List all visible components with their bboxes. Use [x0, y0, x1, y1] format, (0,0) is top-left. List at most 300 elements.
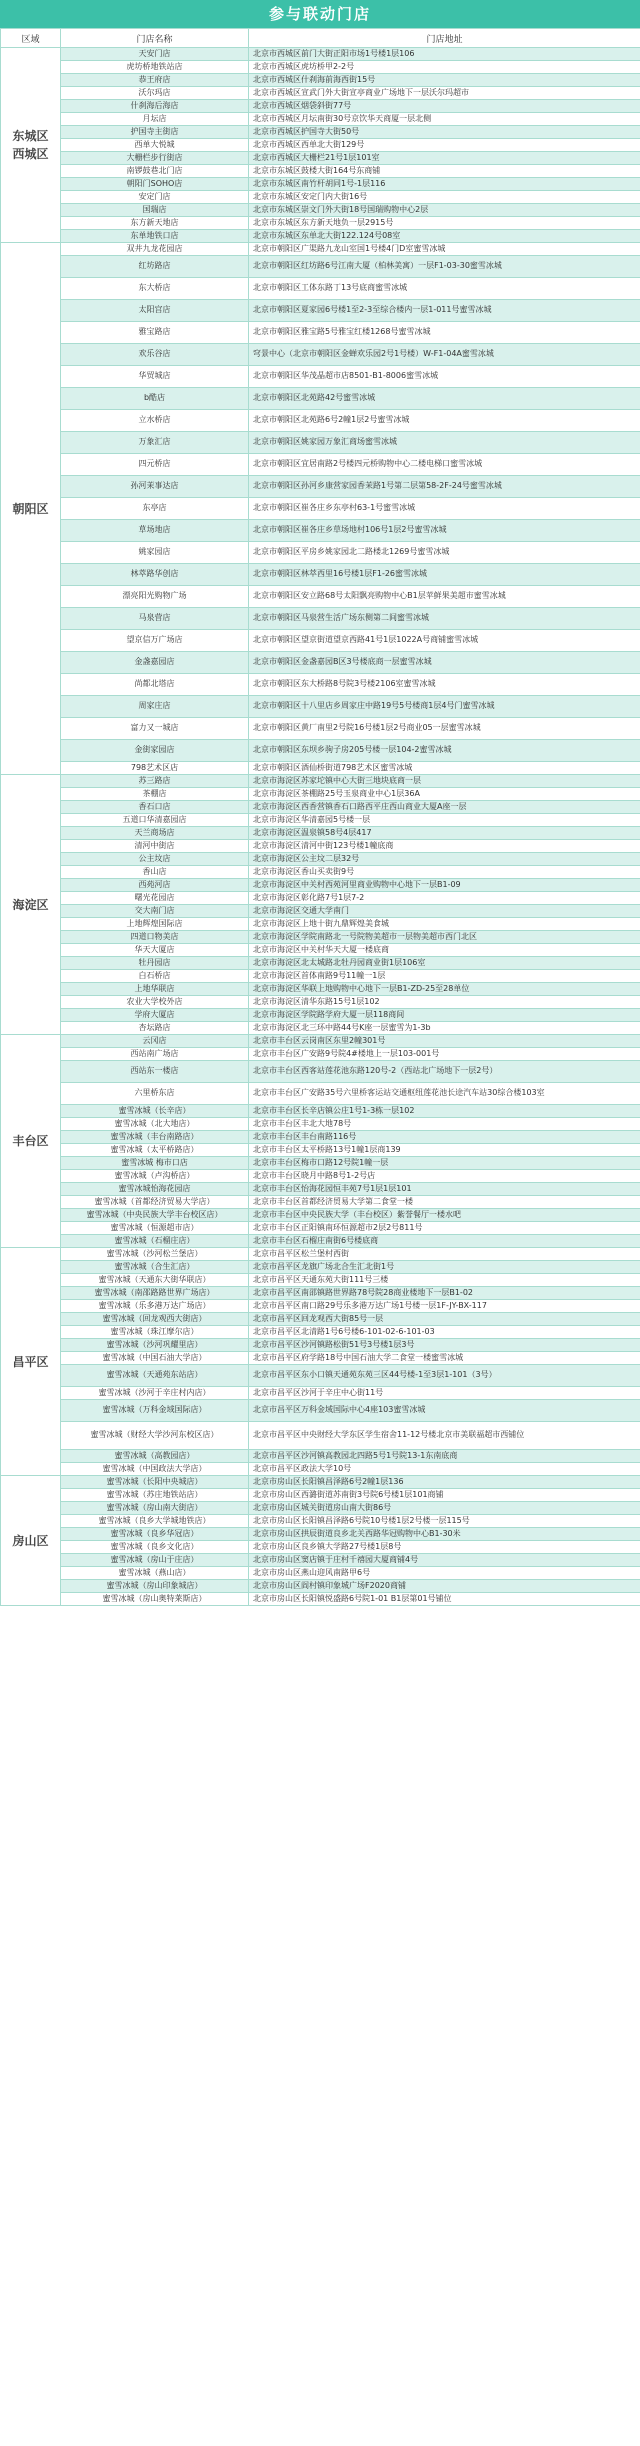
store-address: 北京市朝阳区孙河乡康营家园香茉路1号第二层第58-2F-24号蜜雪冰城	[249, 476, 640, 498]
table-row	[1, 814, 640, 827]
store-address: 北京市西城区烟袋斜街77号	[249, 100, 640, 113]
store-name: 蜜雪冰城（良乡大学城地铁店）	[61, 1515, 249, 1528]
store-address: 北京市朝阳区金盏嘉园B区3号楼底商一层蜜雪冰城	[249, 652, 640, 674]
store-address: 北京市西城区西单北大街129号	[249, 139, 640, 152]
table-row	[1, 388, 640, 410]
store-name: 苏三路店	[61, 775, 249, 788]
table-row	[1, 1365, 640, 1387]
store-name: 太阳宫店	[61, 300, 249, 322]
store-name: 西站南广场店	[61, 1048, 249, 1061]
store-name: 清河中街店	[61, 840, 249, 853]
store-address: 北京市西城区什刹海前海西街15号	[249, 74, 640, 87]
store-address: 北京市昌平区东小口镇天通苑东苑三区44号楼-1至3层1-101（3号）	[249, 1365, 640, 1387]
table-row	[1, 126, 640, 139]
table-row	[1, 775, 640, 788]
store-address: 北京市海淀区华清嘉园5号楼一层	[249, 814, 640, 827]
store-name: 五道口华清嘉园店	[61, 814, 249, 827]
store-name: 安定门店	[61, 191, 249, 204]
store-address: 北京市海淀区公主坟二层32号	[249, 853, 640, 866]
district-cell: 朝阳区	[1, 243, 61, 775]
store-address: 北京市海淀区茶棚路25号玉泉商业中心1层36A	[249, 788, 640, 801]
table-row	[1, 1274, 640, 1287]
table-row	[1, 1144, 640, 1157]
store-address: 北京市朝阳区华茂晶超市店8501-B1-8006蜜雪冰城	[249, 366, 640, 388]
table-row	[1, 931, 640, 944]
table-row	[1, 1009, 640, 1022]
table-row	[1, 74, 640, 87]
store-name: 华贸城店	[61, 366, 249, 388]
store-address: 北京市西城区前门大街正阳市场1号楼1层106	[249, 48, 640, 61]
store-name: 农业大学校外店	[61, 996, 249, 1009]
table-row	[1, 1580, 640, 1593]
table-row	[1, 1476, 640, 1489]
table-row	[1, 410, 640, 432]
store-address: 北京市房山区阎村镇印象城广场F2020商铺	[249, 1580, 640, 1593]
store-name: 蜜雪冰城（房山印象城店）	[61, 1580, 249, 1593]
store-address: 北京市昌平区龙旗广场北合生汇北街1号	[249, 1261, 640, 1274]
store-name: 上地辉煌国际店	[61, 918, 249, 931]
store-name: 月坛店	[61, 113, 249, 126]
store-address: 北京市朝阳区林萃西里16号楼1层F1-26蜜雪冰城	[249, 564, 640, 586]
store-name: 天安门店	[61, 48, 249, 61]
table-row	[1, 1035, 640, 1048]
store-address: 北京市昌平区中央财经大学东区学生宿舍11-12号楼北京市美联福超市西铺位	[249, 1422, 640, 1450]
store-name: 蜜雪冰城（良乡文化店）	[61, 1541, 249, 1554]
store-table	[0, 28, 640, 1606]
table-row	[1, 1554, 640, 1567]
table-row	[1, 1061, 640, 1083]
table-row	[1, 217, 640, 230]
store-name: 茶棚店	[61, 788, 249, 801]
table-row	[1, 788, 640, 801]
table-row	[1, 1248, 640, 1261]
store-name: 杏坛路店	[61, 1022, 249, 1035]
table-row	[1, 957, 640, 970]
table-row	[1, 718, 640, 740]
table-row	[1, 113, 640, 126]
store-name: 牡丹园店	[61, 957, 249, 970]
store-address: 北京市丰台区丰北大地78号	[249, 1118, 640, 1131]
store-name: 金街家园店	[61, 740, 249, 762]
store-name: 蜜雪冰城（房山于庄店）	[61, 1554, 249, 1567]
table-row	[1, 1326, 640, 1339]
store-name: 雅宝路店	[61, 322, 249, 344]
store-name: 蜜雪冰城（中国石油大学店）	[61, 1352, 249, 1365]
store-address: 北京市海淀区学院南路北一号院物美超市一层物美超市西门北区	[249, 931, 640, 944]
store-address: 北京市海淀区首体南路9号11幢一1层	[249, 970, 640, 983]
table-row	[1, 564, 640, 586]
table-row	[1, 1048, 640, 1061]
store-name: 立水桥店	[61, 410, 249, 432]
table-row	[1, 520, 640, 542]
store-address: 北京市房山区西潞街道苏南街3号院6号楼1层101商铺	[249, 1489, 640, 1502]
store-address: 北京市昌平区南邵镇路世界路78号院28商业楼地下一层B1-02	[249, 1287, 640, 1300]
store-name: 望京信万广场店	[61, 630, 249, 652]
store-address: 北京市丰台区梅市口路12号院1幢一层	[249, 1157, 640, 1170]
table-row	[1, 61, 640, 74]
table-row	[1, 1105, 640, 1118]
store-name: 尚都北塔店	[61, 674, 249, 696]
table-row	[1, 191, 640, 204]
table-row	[1, 1313, 640, 1326]
table-row	[1, 1261, 640, 1274]
store-name: 东大桥店	[61, 278, 249, 300]
table-row	[1, 542, 640, 564]
store-address: 北京市丰台区广安路35号六里桥客运站交通枢纽莲花池长途汽车站30综合楼103室	[249, 1083, 640, 1105]
table-row	[1, 1083, 640, 1105]
store-address: 北京市东城区南竹杆胡同1号-1层116	[249, 178, 640, 191]
store-address: 北京市海淀区中关村华天大厦一楼底商	[249, 944, 640, 957]
store-name: 蜜雪冰城（南邵路路世界广场店）	[61, 1287, 249, 1300]
store-address: 北京市海淀区交通大学南门	[249, 905, 640, 918]
store-address: 北京市朝阳区宜居南路2号楼四元桥购物中心二楼电梯口蜜雪冰城	[249, 454, 640, 476]
store-address: 北京市海淀区中关村西苑河里商业购物中心地下一层B1-09	[249, 879, 640, 892]
table-row	[1, 740, 640, 762]
store-address: 北京市西城区宣武门外大街宣亭商业广场地下一层沃尔玛超市	[249, 87, 640, 100]
store-name: 蜜雪冰城（天通苑东站店）	[61, 1365, 249, 1387]
table-row	[1, 139, 640, 152]
table-row	[1, 1541, 640, 1554]
table-row	[1, 1157, 640, 1170]
store-name: 蜜雪冰城（良乡华冠店）	[61, 1528, 249, 1541]
table-row	[1, 827, 640, 840]
store-address: 北京市海淀区西香营镇香石口路西平庄西山商业大厦A座一层	[249, 801, 640, 814]
table-row	[1, 1118, 640, 1131]
table-row	[1, 1528, 640, 1541]
store-name: 护国寺主街店	[61, 126, 249, 139]
table-row	[1, 278, 640, 300]
store-address: 北京市海淀区苏家坨镇中心大街三地块底商一层	[249, 775, 640, 788]
store-name: 林萃路华创店	[61, 564, 249, 586]
table-row	[1, 256, 640, 278]
table-row	[1, 1287, 640, 1300]
store-name: 天兰商场店	[61, 827, 249, 840]
store-name: 蜜雪冰城（太平桥路店）	[61, 1144, 249, 1157]
store-address: 北京市海淀区清河中街123号楼1幢底商	[249, 840, 640, 853]
table-row	[1, 853, 640, 866]
header-store-name: 门店名称	[61, 29, 249, 48]
table-row	[1, 608, 640, 630]
store-name: 恭王府店	[61, 74, 249, 87]
store-address: 北京市朝阳区雅宝路5号雅宝红楼1268号蜜雪冰城	[249, 322, 640, 344]
store-name: 蜜雪冰城（回龙观西大街店）	[61, 1313, 249, 1326]
table-row	[1, 892, 640, 905]
store-address: 北京市东城区东单北大街122.124号08室	[249, 230, 640, 243]
store-address: 北京市朝阳区十八里店乡周家庄中路19号5号楼商1层4号门蜜雪冰城	[249, 696, 640, 718]
table-row	[1, 1300, 640, 1313]
table-row	[1, 87, 640, 100]
store-name: 蜜雪冰城（石榴庄店）	[61, 1235, 249, 1248]
table-row	[1, 674, 640, 696]
table-row	[1, 1387, 640, 1400]
store-address: 北京市房山区拱辰街道良乡北关西路华冠购物中心B1-30米	[249, 1528, 640, 1541]
table-row	[1, 696, 640, 718]
store-address: 北京市海淀区彰化路7号1层7-2	[249, 892, 640, 905]
store-address: 北京市丰台区广安路9号院4#楼地上一层103-001号	[249, 1048, 640, 1061]
store-name: 蜜雪冰城（房山南大街店）	[61, 1502, 249, 1515]
store-name: 孙河茉事达店	[61, 476, 249, 498]
store-address: 北京市海淀区北太城路北牡丹园商业街1层106室	[249, 957, 640, 970]
store-address: 北京市朝阳区广渠路九龙山室国1号楼4门D室蜜雪冰城	[249, 243, 640, 256]
store-name: 朝阳门SOHO店	[61, 178, 249, 191]
store-address: 北京市朝阳区夏家园6号楼1至2-3至综合楼内一层1-011号蜜雪冰城	[249, 300, 640, 322]
table-row	[1, 1422, 640, 1450]
store-name: 蜜雪冰城 梅市口店	[61, 1157, 249, 1170]
store-address: 北京市房山区窦店镇于庄村千禧园大厦商铺4号	[249, 1554, 640, 1567]
table-row	[1, 1515, 640, 1528]
header-district: 区域	[1, 29, 61, 48]
store-name: 姚家园店	[61, 542, 249, 564]
table-row	[1, 204, 640, 217]
table-row	[1, 300, 640, 322]
store-address: 北京市昌平区万科金域国际中心4座103蜜雪冰城	[249, 1400, 640, 1422]
store-address: 北京市西城区月坛南街30号京饮华天商厦一层北侧	[249, 113, 640, 126]
store-address: 北京市丰台区中央民族大学（丰台校区）紫誉餐厅一楼水吧	[249, 1209, 640, 1222]
store-name: 蜜雪冰城怡海花园店	[61, 1183, 249, 1196]
table-row	[1, 1400, 640, 1422]
store-name: 云冈店	[61, 1035, 249, 1048]
store-name: 蜜雪冰城（沙河巩耀里店）	[61, 1339, 249, 1352]
store-name: 蜜雪冰城（财经大学沙河东校区店）	[61, 1422, 249, 1450]
store-address: 北京市东城区崇文门外大街18号国瑞购物中心2层	[249, 204, 640, 217]
store-name: 白石桥店	[61, 970, 249, 983]
store-address: 北京市西城区虎坊桥甲2-2号	[249, 61, 640, 74]
store-address: 北京市丰台区怡海花园恒丰苑7号1层1层101	[249, 1183, 640, 1196]
store-name: 公主坟店	[61, 853, 249, 866]
store-address: 北京市朝阳区黄厂南里2号院16号楼1层2号商业05一层蜜雪冰城	[249, 718, 640, 740]
store-name: 草场地店	[61, 520, 249, 542]
store-address: 北京市海淀区温泉镇58号4层417	[249, 827, 640, 840]
table-row	[1, 100, 640, 113]
store-name: 蜜雪冰城（首都经济贸易大学店）	[61, 1196, 249, 1209]
store-name: 四元桥店	[61, 454, 249, 476]
store-address: 北京市房山区城关街道房山南大街86号	[249, 1502, 640, 1515]
store-name: 华天大厦店	[61, 944, 249, 957]
store-name: 蜜雪冰城（中央民族大学丰台校区店）	[61, 1209, 249, 1222]
store-name: 蜜雪冰城（丰台南路店）	[61, 1131, 249, 1144]
table-header-row	[1, 29, 640, 48]
store-address: 北京市丰台区太平桥路13号1幢1层商139	[249, 1144, 640, 1157]
store-name: 蜜雪冰城（高教园店）	[61, 1450, 249, 1463]
header-store-address: 门店地址	[249, 29, 640, 48]
store-name: 国瑞店	[61, 204, 249, 217]
table-row	[1, 344, 640, 366]
store-name: 香山店	[61, 866, 249, 879]
table-row	[1, 905, 640, 918]
district-cell: 海淀区	[1, 775, 61, 1035]
store-address: 北京市房山区燕山迎风南路甲6号	[249, 1567, 640, 1580]
table-row	[1, 586, 640, 608]
table-row	[1, 652, 640, 674]
store-name: 欢乐谷店	[61, 344, 249, 366]
table-row	[1, 48, 640, 61]
store-address: 北京市朝阳区崔各庄乡草场地村106号1层2号蜜雪冰城	[249, 520, 640, 542]
table-row	[1, 1352, 640, 1365]
store-name: 什刹海后海店	[61, 100, 249, 113]
store-name: 蜜雪冰城（燕山店）	[61, 1567, 249, 1580]
table-row	[1, 1593, 640, 1606]
table-row	[1, 801, 640, 814]
store-address: 北京市朝阳区姚家园万象汇商场蜜雪冰城	[249, 432, 640, 454]
store-name: 蜜雪冰城（天通东大街华联店）	[61, 1274, 249, 1287]
store-address: 北京市丰台区晓月中路8号1-2号店	[249, 1170, 640, 1183]
district-cell: 昌平区	[1, 1248, 61, 1476]
store-address: 北京市丰台区丰台南路116号	[249, 1131, 640, 1144]
table-row	[1, 230, 640, 243]
store-name: 798艺术区店	[61, 762, 249, 775]
store-name: 南锣鼓巷北门店	[61, 165, 249, 178]
store-name: 蜜雪冰城（长阳中央城店）	[61, 1476, 249, 1489]
table-row	[1, 840, 640, 853]
store-address: 北京市朝阳区红坊路6号江南大厦（柏林美寓）一层F1-03-30蜜雪冰城	[249, 256, 640, 278]
store-name: 西单大悦城	[61, 139, 249, 152]
store-address: 北京市房山区长阳镇悦盛路6号院1-01 B1层第01号铺位	[249, 1593, 640, 1606]
table-row	[1, 944, 640, 957]
store-name: 交大南门店	[61, 905, 249, 918]
store-name: 东亭店	[61, 498, 249, 520]
table-row	[1, 498, 640, 520]
store-address: 北京市丰台区云岗南区东里2幢301号	[249, 1035, 640, 1048]
store-name: 蜜雪冰城（长辛店）	[61, 1105, 249, 1118]
table-row	[1, 322, 640, 344]
store-name: 上地华联店	[61, 983, 249, 996]
store-name: 西站东一楼店	[61, 1061, 249, 1083]
store-name: 蜜雪冰城（乐多港万达广场店）	[61, 1300, 249, 1313]
table-row	[1, 243, 640, 256]
district-cell: 东城区 西城区	[1, 48, 61, 243]
table-row	[1, 918, 640, 931]
table-row	[1, 454, 640, 476]
store-address: 北京市海淀区华联上地购物中心地下一层B1-ZD-25至28单位	[249, 983, 640, 996]
table-row	[1, 1235, 640, 1248]
table-row	[1, 178, 640, 191]
table-row	[1, 476, 640, 498]
store-address: 北京市房山区良乡镇大学路27号楼1层8号	[249, 1541, 640, 1554]
table-row	[1, 1170, 640, 1183]
store-name: 双井九龙花园店	[61, 243, 249, 256]
store-address: 北京市昌平区政法大学10号	[249, 1463, 640, 1476]
district-cell: 丰台区	[1, 1035, 61, 1248]
store-address: 北京市朝阳区北苑路42号蜜雪冰城	[249, 388, 640, 410]
table-row	[1, 1196, 640, 1209]
district-cell: 房山区	[1, 1476, 61, 1606]
store-name: 漂亮阳光购物广场	[61, 586, 249, 608]
store-address: 北京市昌平区南口路29号乐多港万达广场1号楼一层1F-JY-BX-117	[249, 1300, 640, 1313]
store-name: 金盏嘉园店	[61, 652, 249, 674]
table-row	[1, 1450, 640, 1463]
store-name: 蜜雪冰城（合生汇店）	[61, 1261, 249, 1274]
store-address: 北京市东城区鼓楼大街164号东商铺	[249, 165, 640, 178]
store-name: 四道口物美店	[61, 931, 249, 944]
store-name: 蜜雪冰城（中国政法大学店）	[61, 1463, 249, 1476]
table-row	[1, 866, 640, 879]
table-row	[1, 1567, 640, 1580]
table-row	[1, 1222, 640, 1235]
store-name: 万象汇店	[61, 432, 249, 454]
store-name: 大栅栏步行街店	[61, 152, 249, 165]
store-address: 北京市丰台区首都经济贸易大学第二食堂一楼	[249, 1196, 640, 1209]
table-row	[1, 1489, 640, 1502]
table-row	[1, 970, 640, 983]
table-row	[1, 165, 640, 178]
store-address: 北京市西城区护国寺大街50号	[249, 126, 640, 139]
store-address: 北京市昌平区天通东苑大街111号三楼	[249, 1274, 640, 1287]
table-row	[1, 630, 640, 652]
store-address: 北京市丰台区长辛店镇公庄1号1-3栋一层102	[249, 1105, 640, 1118]
store-name: 西苑河店	[61, 879, 249, 892]
store-address: 北京市东城区安定门内大街16号	[249, 191, 640, 204]
store-address: 北京市朝阳区酒仙桥街道798艺术区蜜雪冰城	[249, 762, 640, 775]
table-row	[1, 1502, 640, 1515]
store-address: 北京市昌平区回龙观西大街85号一层	[249, 1313, 640, 1326]
store-address: 北京市海淀区清华东路15号1层102	[249, 996, 640, 1009]
store-address: 北京市西城区大栅栏21号1层101室	[249, 152, 640, 165]
store-name: 沃尔玛店	[61, 87, 249, 100]
store-address: 北京市昌平区松兰堡村西街	[249, 1248, 640, 1261]
store-address: 北京市昌平区府学路18号中国石油大学二食堂一楼蜜雪冰城	[249, 1352, 640, 1365]
store-address: 北京市昌平区北清路1号6号楼6-101-02-6-101-03	[249, 1326, 640, 1339]
table-row	[1, 1209, 640, 1222]
store-address: 北京市海淀区上地十街九鼎辉煌美食城	[249, 918, 640, 931]
store-name: 蜜雪冰城（房山奥特莱斯店）	[61, 1593, 249, 1606]
store-name: 蜜雪冰城（苏庄地铁站店）	[61, 1489, 249, 1502]
store-address: 北京市东城区东方新天地负一层2915号	[249, 217, 640, 230]
store-address: 穹景中心（北京市朝阳区金蝉欢乐园2号1号楼）W-F1-04A蜜雪冰城	[249, 344, 640, 366]
store-address: 北京市房山区长阳镇昌泽路6号2幢1层136	[249, 1476, 640, 1489]
store-name: 虎坊桥地铁站店	[61, 61, 249, 74]
store-name: 蜜雪冰城（卢沟桥店）	[61, 1170, 249, 1183]
store-name: 蜜雪冰城（北大地店）	[61, 1118, 249, 1131]
table-row	[1, 1463, 640, 1476]
store-name: 周家庄店	[61, 696, 249, 718]
table-row	[1, 983, 640, 996]
table-row	[1, 366, 640, 388]
table-row	[1, 1131, 640, 1144]
store-name: 蜜雪冰城（珠江摩尔店）	[61, 1326, 249, 1339]
store-name: 曙光花园店	[61, 892, 249, 905]
store-address: 北京市海淀区香山买卖街9号	[249, 866, 640, 879]
store-name: 蜜雪冰城（沙河松兰堡店）	[61, 1248, 249, 1261]
store-name: b酷店	[61, 388, 249, 410]
store-address: 北京市昌平区沙河镇高教园北四路5号1号院13-1东南底商	[249, 1450, 640, 1463]
store-name: 六里桥东店	[61, 1083, 249, 1105]
store-name: 学府大厦店	[61, 1009, 249, 1022]
store-address: 北京市朝阳区马泉营生活广场东侧第二间蜜雪冰城	[249, 608, 640, 630]
store-address: 北京市朝阳区东坝乡驹子房205号楼一层104-2蜜雪冰城	[249, 740, 640, 762]
store-name: 蜜雪冰城（沙河于辛庄村内店）	[61, 1387, 249, 1400]
table-row	[1, 432, 640, 454]
store-address: 北京市丰台区正阳镇南环恒源超市2层2号811号	[249, 1222, 640, 1235]
store-address: 北京市朝阳区安立路68号太阳飘亮购物中心B1层苹鲜果美超市蜜雪冰城	[249, 586, 640, 608]
store-address: 北京市朝阳区北苑路6号2幢1层2号蜜雪冰城	[249, 410, 640, 432]
page-title: 参与联动门店	[0, 0, 640, 28]
table-row	[1, 996, 640, 1009]
store-address: 北京市朝阳区东大桥路8号院3号楼2106室蜜雪冰城	[249, 674, 640, 696]
table-row	[1, 1339, 640, 1352]
store-address: 北京市房山区长阳镇昌泽路6号院10号楼1层2号楼一层115号	[249, 1515, 640, 1528]
table-body	[1, 48, 640, 1606]
store-name: 红坊路店	[61, 256, 249, 278]
table-row	[1, 152, 640, 165]
store-name: 马泉营店	[61, 608, 249, 630]
store-name: 蜜雪冰城（恒源超市店）	[61, 1222, 249, 1235]
store-name: 东单地铁口店	[61, 230, 249, 243]
table-row	[1, 1022, 640, 1035]
store-address: 北京市朝阳区工体东路丁13号底商蜜雪冰城	[249, 278, 640, 300]
store-name: 东方新天地店	[61, 217, 249, 230]
store-name: 蜜雪冰城（万科金域国际店）	[61, 1400, 249, 1422]
store-address: 北京市海淀区北三环中路44号K座一层蜜雪为1-3b	[249, 1022, 640, 1035]
